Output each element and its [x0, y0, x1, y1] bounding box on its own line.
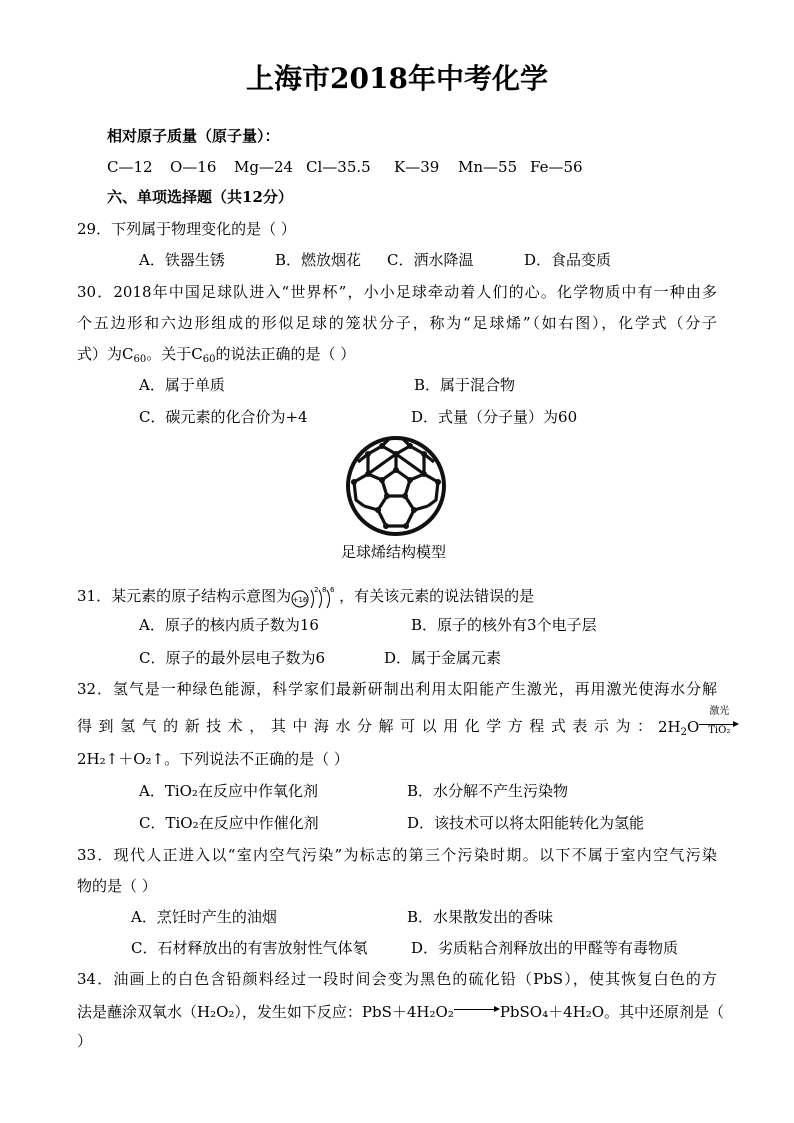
atomic-mass-k: K—39 — [394, 158, 440, 176]
q32-option-d: D．该技术可以将太阳能转化为氢能 — [407, 814, 645, 832]
q29-option-c: C．洒水降温 — [387, 251, 474, 269]
atomic-structure-diagram-icon — [291, 584, 339, 610]
atomic-mass-c: C—12 — [107, 158, 153, 176]
q30-option-b: B．属于混合物 — [414, 376, 516, 394]
atomic-mass-o: O—16 — [170, 158, 217, 176]
q32-line3: 2H₂↑＋O₂↑。下列说法不正确的是（ ） — [77, 750, 349, 768]
q34-line3: ） — [77, 1032, 93, 1050]
q31-stem: 31．某元素的原子结构示意图为 +16 2 8 6 ，有关该元素的说法错误的是 — [77, 584, 534, 610]
reaction-arrow-icon: 激光 TiO₂ — [699, 716, 739, 734]
q33-option-c: C．石材释放出的有害放射性气体氡 — [131, 939, 368, 957]
atomic-mass-cl: Cl—35.5 — [306, 158, 371, 176]
atomic-mass-heading: 相对原子质量（原子量）： — [107, 127, 280, 145]
q32-option-a: A．TiO₂在反应中作氧化剂 — [139, 782, 318, 800]
q31-option-a: A．原子的核内质子数为16 — [139, 616, 319, 634]
q30-line3: 式）为$C_{60}$。关于$C_{60}$的说法正确的是（ ） — [77, 345, 356, 365]
reaction-arrow-icon — [454, 1005, 500, 1015]
q33-option-d: D．劣质粘合剂释放出的甲醛等有毒物质 — [411, 939, 679, 957]
q31-option-b: B．原子的核外有3个电子层 — [411, 616, 597, 634]
q29-option-a: A．铁器生锈 — [139, 251, 225, 269]
q32-option-b: B．水分解不产生污染物 — [407, 782, 569, 800]
q33-option-a: A．烹饪时产生的油烟 — [131, 908, 277, 926]
q29-option-b: B．燃放烟花 — [275, 251, 362, 269]
shell-1-label: 2 — [314, 586, 319, 594]
q34-line1: 34．油画上的白色含铅颜料经过一段时间会变为黑色的硫化铅（PbS），使其恢复白色的方 — [77, 970, 717, 988]
q30-line2: 个五边形和六边形组成的形似足球的笼状分子，称为“足球烯”（如右图），化学式（分子 — [77, 314, 717, 332]
page-title: 上海市2018年中考化学 — [246, 62, 548, 95]
q34-line2: 法是蘸涂双氧水（H₂O₂），发生如下反应：PbS＋4H₂O₂ PbSO₄＋4H₂O。其中还原剂是（ — [77, 1003, 725, 1021]
q33-option-b: B．水果散发出的香味 — [407, 908, 554, 926]
q31-option-c: C．原子的最外层电子数为6 — [139, 649, 326, 667]
q29-option-d: D．食品变质 — [524, 251, 612, 269]
nucleus-label: +16 — [292, 596, 308, 604]
atomic-mass-mg: Mg—24 — [234, 158, 294, 176]
q32-option-c: C．TiO₂在反应中作催化剂 — [139, 814, 319, 832]
q31-option-d: D．属于金属元素 — [384, 649, 502, 667]
shell-2-label: 8 — [322, 586, 327, 594]
q30-option-c: C．碳元素的化合价为+4 — [139, 408, 308, 426]
atomic-mass-mn: Mn—55 — [458, 158, 518, 176]
q30-line1: 30．2018年中国足球队进入“世界杯”，小小足球牵动着人们的心。化学物质中有一种由多 — [77, 283, 717, 301]
section-heading: 六、单项选择题（共12分） — [107, 188, 293, 206]
figure-caption: 足球烯结构模型 — [341, 543, 447, 561]
q32-line1: 32．氢气是一种绿色能源，科学家们最新研制出利用太阳能产生激光，再用激光使海水分解 — [77, 680, 717, 698]
q30-option-d: D．式量（分子量）为60 — [411, 408, 578, 426]
q30-option-a: A．属于单质 — [139, 376, 225, 394]
atomic-mass-fe: Fe—56 — [530, 158, 583, 176]
q33-line2: 物的是（ ） — [77, 877, 157, 895]
shell-3-label: 6 — [330, 586, 335, 594]
q29-stem: 29．下列属于物理变化的是（ ） — [77, 220, 296, 238]
q32-line2: 得到氢气的新技术，其中海水分解可以用化学方程式表示为： — [77, 717, 652, 735]
q32-equation-left: $2H_2O$ 激光 TiO₂ — [658, 716, 739, 743]
fullerene-figure — [340, 432, 452, 540]
q33-line1: 33．现代人正进入以“室内空气污染”为标志的第三个污染时期。以下不属于室内空气污染 — [77, 846, 717, 864]
